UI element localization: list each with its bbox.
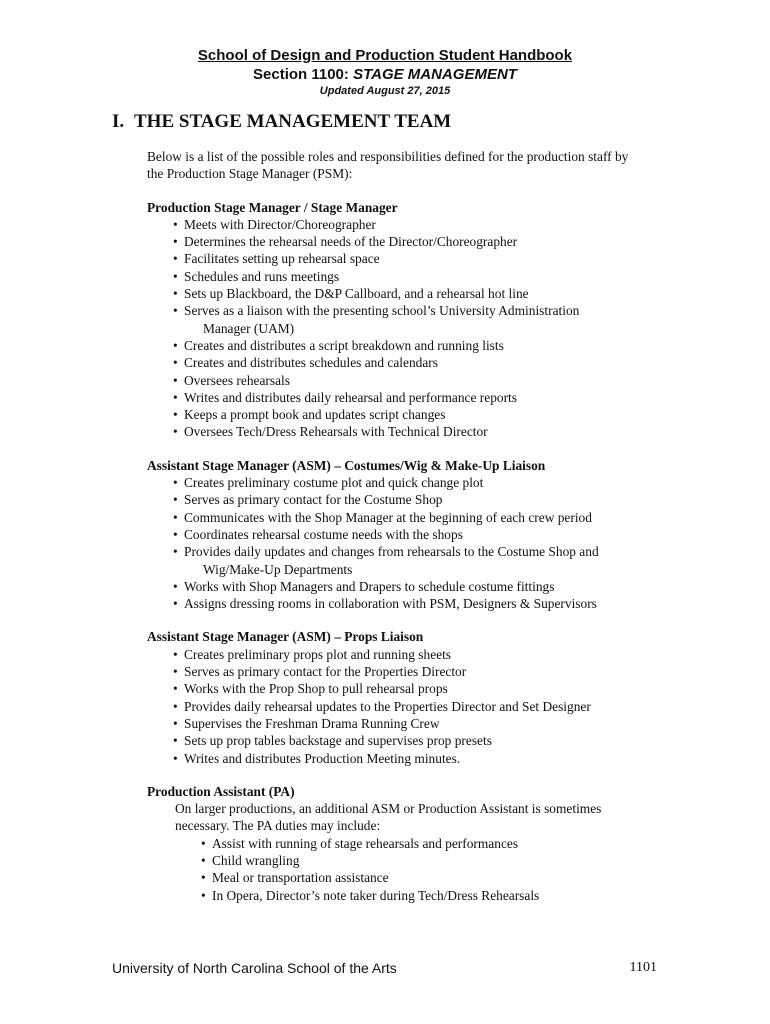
role-title: Assistant Stage Manager (ASM) – Props Liaison: [147, 629, 424, 645]
list-item: • Schedules and runs meetings: [173, 268, 667, 285]
footer-institution: University of North Carolina School of the Arts: [112, 960, 397, 976]
list-item: • Communicates with the Shop Manager at the beginning of each crew period: [173, 509, 667, 526]
responsibility-list: [175, 835, 667, 904]
list-item: • Assigns dressing rooms in collaboration with PSM, Designers & Supervisors: [173, 595, 667, 612]
list-item: • In Opera, Director’s note taker during Tech/Dress Rehearsals: [201, 887, 667, 904]
document-body: [147, 148, 667, 920]
list-item: • Writes and distributes daily rehearsal and performance reports: [173, 389, 667, 406]
list-item: • Meal or transportation assistance: [201, 869, 667, 886]
list-item: • Creates and distributes schedules and calendars: [173, 354, 667, 371]
list-item-continuation: Manager (UAM): [203, 320, 295, 336]
role-description: [147, 800, 667, 904]
description-line: necessary. The PA duties may include:: [175, 818, 381, 834]
list-item: • Determines the rehearsal needs of the Director/Choreographer: [173, 233, 667, 250]
handbook-title: School of Design and Production Student Handbook: [197, 47, 573, 64]
list-item: • Keeps a prompt book and updates script changes: [173, 406, 667, 423]
list-item-continuation: Wig/Make-Up Departments: [203, 561, 353, 577]
list-item: • Oversees Tech/Dress Rehearsals with Technical Director: [173, 423, 667, 440]
role-asm-props: [147, 628, 667, 766]
main-heading: [112, 111, 451, 133]
updated-date: Updated August 27, 2015: [319, 85, 451, 97]
list-item: • Works with the Prop Shop to pull rehearsal props: [173, 680, 667, 697]
role-psm: [147, 199, 667, 441]
list-item: • Creates preliminary props plot and running sheets: [173, 646, 667, 663]
list-item: • Creates and distributes a script breakdown and running lists: [173, 337, 667, 354]
role-title: Production Assistant (PA): [147, 783, 295, 799]
heading-number: I.: [112, 111, 125, 132]
list-item: • Serves as a liaison with the presenting school’s University Administration Manager (UAM): [173, 302, 667, 337]
intro-line: the Production Stage Manager (PSM):: [147, 166, 353, 182]
list-item: • Assist with running of stage rehearsals and performances: [201, 835, 667, 852]
section-prefix: Section 1100:: [253, 66, 354, 83]
list-item: • Provides daily rehearsal updates to the Properties Director and Set Designer: [173, 698, 667, 715]
list-item: • Serves as primary contact for the Costume Shop: [173, 491, 667, 508]
list-item: • Facilitates setting up rehearsal space: [173, 250, 667, 267]
list-item: • Sets up prop tables backstage and supervises prop presets: [173, 732, 667, 749]
document-header: [0, 46, 770, 99]
list-item: • Serves as primary contact for the Properties Director: [173, 663, 667, 680]
intro-paragraph: [147, 148, 667, 183]
list-item: • Meets with Director/Choreographer: [173, 216, 667, 233]
responsibility-list: [147, 646, 667, 767]
list-item: • Coordinates rehearsal costume needs with the shops: [173, 526, 667, 543]
role-title: Production Stage Manager / Stage Manager: [147, 199, 398, 215]
list-item: • Sets up Blackboard, the D&P Callboard, and a rehearsal hot line: [173, 285, 667, 302]
list-item: • Child wrangling: [201, 852, 667, 869]
heading-text: THE STAGE MANAGEMENT TEAM: [134, 111, 452, 132]
section-name: STAGE MANAGEMENT: [353, 66, 517, 83]
responsibility-list: [147, 216, 667, 441]
list-item: • Oversees rehearsals: [173, 372, 667, 389]
responsibility-list: [147, 474, 667, 612]
list-item: • Writes and distributes Production Meeting minutes.: [173, 750, 667, 767]
list-item: • Works with Shop Managers and Drapers to schedule costume fittings: [173, 578, 667, 595]
description-line: On larger productions, an additional ASM or Production Assistant is sometimes: [175, 801, 602, 817]
role-production-assistant: [147, 783, 667, 904]
list-item: • Supervises the Freshman Drama Running Crew: [173, 715, 667, 732]
section-title: [0, 65, 770, 84]
page-number: 1101: [629, 960, 657, 975]
document-footer: [112, 960, 657, 976]
role-asm-costumes: [147, 457, 667, 613]
list-item: • Creates preliminary costume plot and quick change plot: [173, 474, 667, 491]
intro-line: Below is a list of the possible roles and responsibilities defined for the production staff by: [147, 149, 629, 164]
role-title: Assistant Stage Manager (ASM) – Costumes/Wig & Make-Up Liaison: [147, 457, 546, 473]
list-item: • Provides daily updates and changes from rehearsals to the Costume Shop and Wig/Make-Up Departments: [173, 543, 667, 578]
